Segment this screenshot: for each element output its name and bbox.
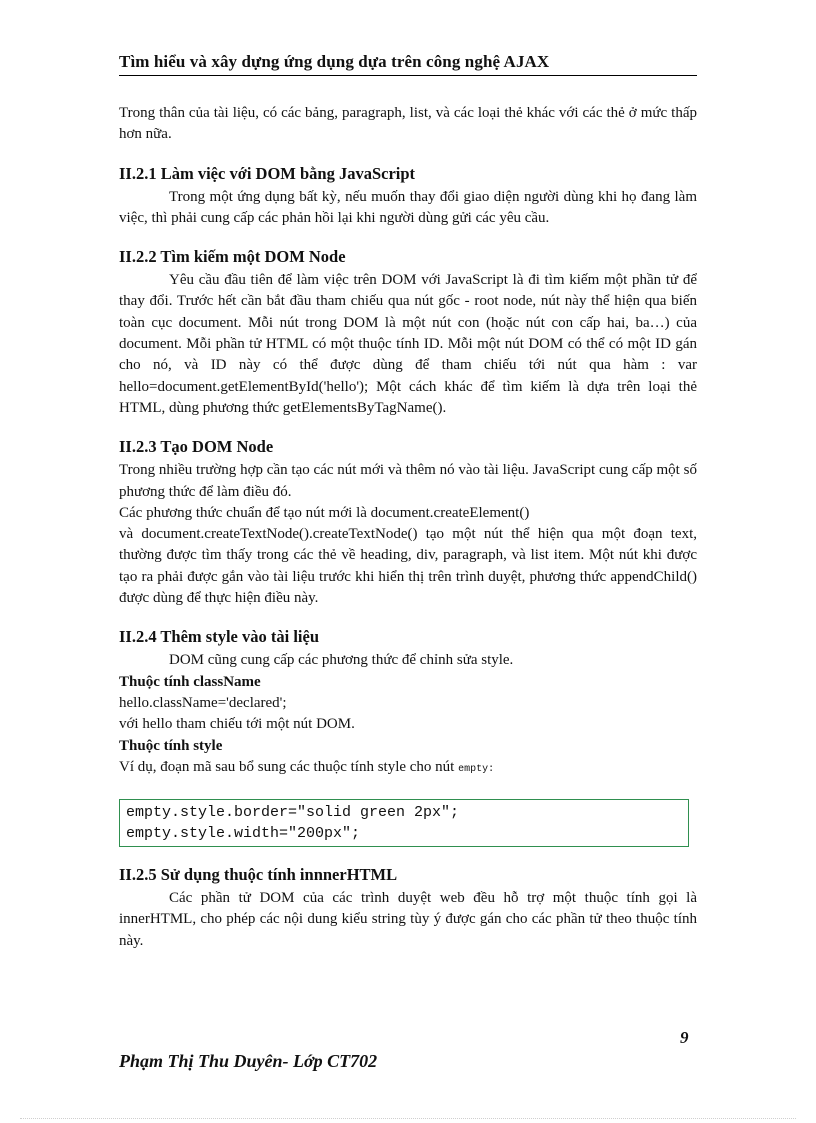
paragraph: Trong một ứng dụng bất kỳ, nếu muốn thay đổi giao diện người dùng khi họ đang làm việc, thì phải cung cấp các phản hồi lại khi người dùng gửi các yêu cầu.	[119, 188, 697, 226]
page-footer: Phạm Thị Thu Duyên- Lớp CT702	[119, 1051, 378, 1071]
paragraph: Các phương thức chuẩn để tạo nút mới là document.createElement()	[119, 504, 530, 521]
section-heading: II.2.5 Sử dụng thuộc tính innnerHTML	[119, 865, 398, 885]
page-divider	[20, 1118, 796, 1119]
intro-paragraph: Trong thân của tài liệu, có các bảng, paragraph, list, và các loại thẻ khác với các thẻ ở mức thấp hơn nữa.	[119, 105, 697, 143]
paragraph: Trong nhiều trường hợp cần tạo các nút mới và thêm nó vào tài liệu. JavaScript cung cấp một số phương thức để làm điều đó.	[119, 462, 697, 500]
section-heading: II.2.3 Tạo DOM Node	[119, 437, 274, 457]
section-heading: II.2.4 Thêm style vào tài liệu	[119, 627, 319, 647]
code-block	[119, 799, 689, 847]
inline-code: empty:	[458, 763, 495, 775]
section-heading: II.2.2 Tìm kiếm một DOM Node	[119, 247, 346, 267]
page-number: 9	[680, 1028, 689, 1047]
document-body	[119, 103, 697, 952]
property-label: Thuộc tính className	[119, 673, 261, 690]
page-header: Tìm hiểu và xây dựng ứng dụng dựa trên công nghệ AJAX	[119, 52, 697, 76]
example-text: Ví dụ, đoạn mã sau bổ sung các thuộc tính style cho nút	[119, 758, 455, 775]
section-heading: II.2.1 Làm việc với DOM bằng JavaScript	[119, 163, 416, 183]
paragraph: và document.createTextNode().createTextNode() tạo một nút thể hiện qua một đoạn text, thường được tìm thấy trong các thẻ về heading, div, paragraph, và list item. Một nút khi được tạo ra phải được gắn vào tài liệu trước khi hiển thị trên trình duyệt, phương thức appendChild() được dùng để thực hiện điều này.	[119, 526, 697, 607]
paragraph: Yêu cầu đầu tiên để làm việc trên DOM với JavaScript là đi tìm kiếm một phần tử để thay đổi. Trước hết cần bắt đầu tham chiếu qua nút gốc - root node, nút này thể hiện qua biến toàn cục document. Mỗi nút trong DOM là một nút con (hoặc nút con cấp hai, ba…) của document. Mỗi phần tử HTML có một thuộc tính ID. Mỗi một nút DOM có thể có một ID gán cho nó, và ID này có thể được dùng để tham chiếu tới nút qua hàm : var hello=document.getElementById('hello'); Một cách khác để tìm kiếm là dựa trên loại thẻ HTML, dùng phương thức getElementsByTagName().	[119, 272, 697, 416]
property-label: Thuộc tính style	[119, 737, 223, 754]
paragraph: với hello tham chiếu tới một nút DOM.	[119, 716, 355, 733]
code-line: empty.style.border="solid green 2px";	[126, 804, 460, 822]
paragraph	[119, 757, 697, 780]
paragraph: DOM cũng cung cấp các phương thức để chỉnh sửa style.	[169, 652, 514, 669]
code-line: hello.className='declared';	[119, 694, 287, 711]
paragraph: Các phần tử DOM của các trình duyệt web đều hỗ trợ một thuộc tính gọi là innerHTML, cho phép các nội dung kiểu string tùy ý được gán cho các phần tử theo thuộc tính này.	[119, 890, 697, 949]
code-line: empty.style.width="200px";	[126, 825, 361, 843]
